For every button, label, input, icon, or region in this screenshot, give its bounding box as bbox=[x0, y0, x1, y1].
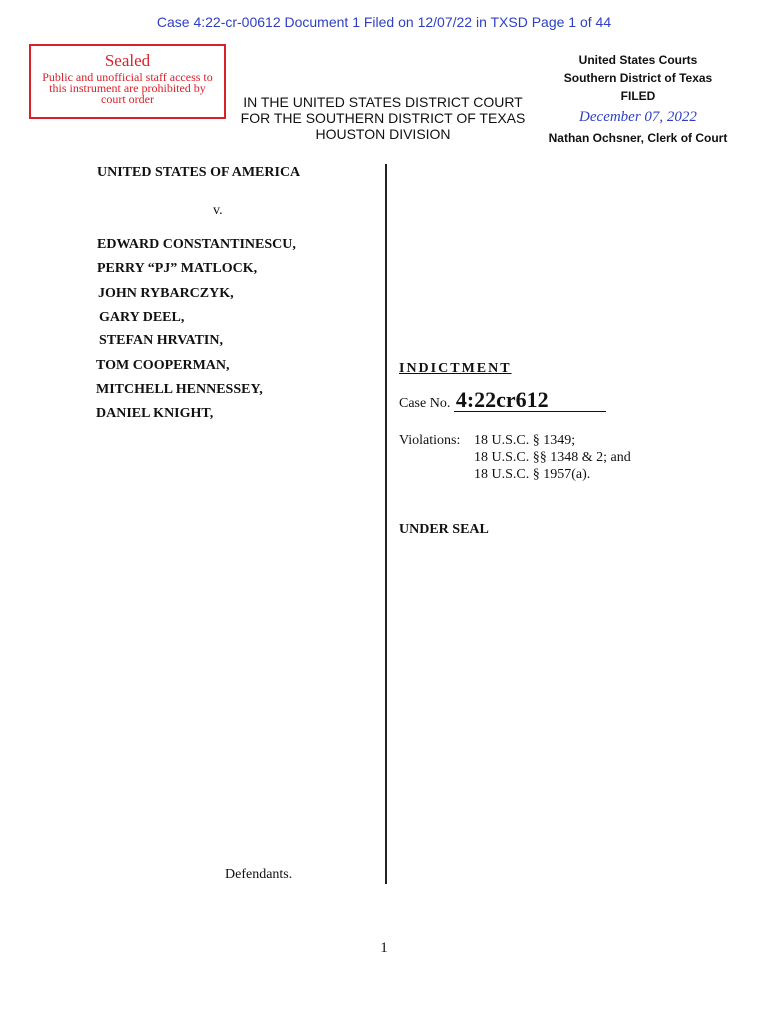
filed-stamp-date: December 07, 2022 bbox=[579, 109, 697, 125]
case-number bbox=[399, 389, 606, 412]
court-header-stamp: Case 4:22-cr-00612 Document 1 Filed on 12/07/22 in TXSD Page 1 of 44 bbox=[156, 14, 612, 30]
violation-item: 18 U.S.C. § 1957(a). bbox=[474, 467, 591, 482]
defendant-name-text: JOHN RYBARCZYK, bbox=[98, 286, 234, 301]
defendant-name bbox=[96, 358, 230, 374]
defendant-name-text: TOM COOPERMAN, bbox=[96, 358, 230, 373]
page-number: 1 bbox=[380, 940, 388, 956]
filed-stamp bbox=[546, 51, 730, 147]
sealed-stamp bbox=[29, 44, 226, 119]
defendant-name bbox=[97, 237, 296, 253]
defendant-name-text: PERRY “PJ” MATLOCK, bbox=[97, 261, 258, 276]
violation-item: 18 U.S.C. § 1349; bbox=[474, 433, 576, 448]
caption-divider bbox=[385, 164, 387, 884]
defendant-name bbox=[96, 382, 263, 398]
defendant-name-text: EDWARD CONSTANTINESCU, bbox=[97, 237, 296, 252]
defendant-name-text: MITCHELL HENNESSEY, bbox=[96, 382, 263, 397]
defendants-label: Defendants. bbox=[225, 867, 293, 882]
defendant-name bbox=[99, 310, 184, 326]
sealed-stamp-note: Public and unofficial staff access to this instrument are prohibited by court order bbox=[42, 70, 213, 106]
document-title: INDICTMENT bbox=[399, 361, 512, 376]
defendant-name-text: DANIEL KNIGHT, bbox=[96, 406, 214, 421]
filed-stamp-clerk: Nathan Ochsner, Clerk of Court bbox=[548, 131, 728, 145]
violation-item: 18 U.S.C. §§ 1348 & 2; and bbox=[474, 450, 631, 465]
defendant-name-text: STEFAN HRVATIN, bbox=[99, 333, 223, 348]
filed-stamp-district: Southern District of Texas bbox=[563, 71, 713, 85]
court-heading-line-2: FOR THE SOUTHERN DISTRICT OF TEXAS bbox=[240, 110, 526, 126]
plaintiff-name: UNITED STATES OF AMERICA bbox=[97, 165, 301, 180]
defendant-name bbox=[96, 406, 213, 422]
court-heading-line-1: IN THE UNITED STATES DISTRICT COURT bbox=[243, 94, 523, 110]
violations-label: Violations: bbox=[399, 433, 461, 448]
defendant-name bbox=[99, 333, 223, 349]
defendant-name bbox=[97, 261, 257, 277]
filed-stamp-status: FILED bbox=[620, 89, 656, 103]
case-number-label: Case No. bbox=[399, 396, 451, 411]
court-heading bbox=[232, 94, 534, 142]
sealed-stamp-title: Sealed bbox=[104, 51, 151, 70]
court-heading-line-3: HOUSTON DIVISION bbox=[315, 126, 451, 142]
case-number-value: 4:22cr612 bbox=[454, 389, 606, 412]
filed-stamp-court: United States Courts bbox=[578, 53, 698, 67]
under-seal-label: UNDER SEAL bbox=[399, 522, 489, 537]
defendant-name bbox=[98, 286, 234, 302]
violations-block bbox=[399, 432, 631, 483]
versus-label: v. bbox=[213, 203, 223, 218]
defendant-name-text: GARY DEEL, bbox=[99, 310, 185, 325]
